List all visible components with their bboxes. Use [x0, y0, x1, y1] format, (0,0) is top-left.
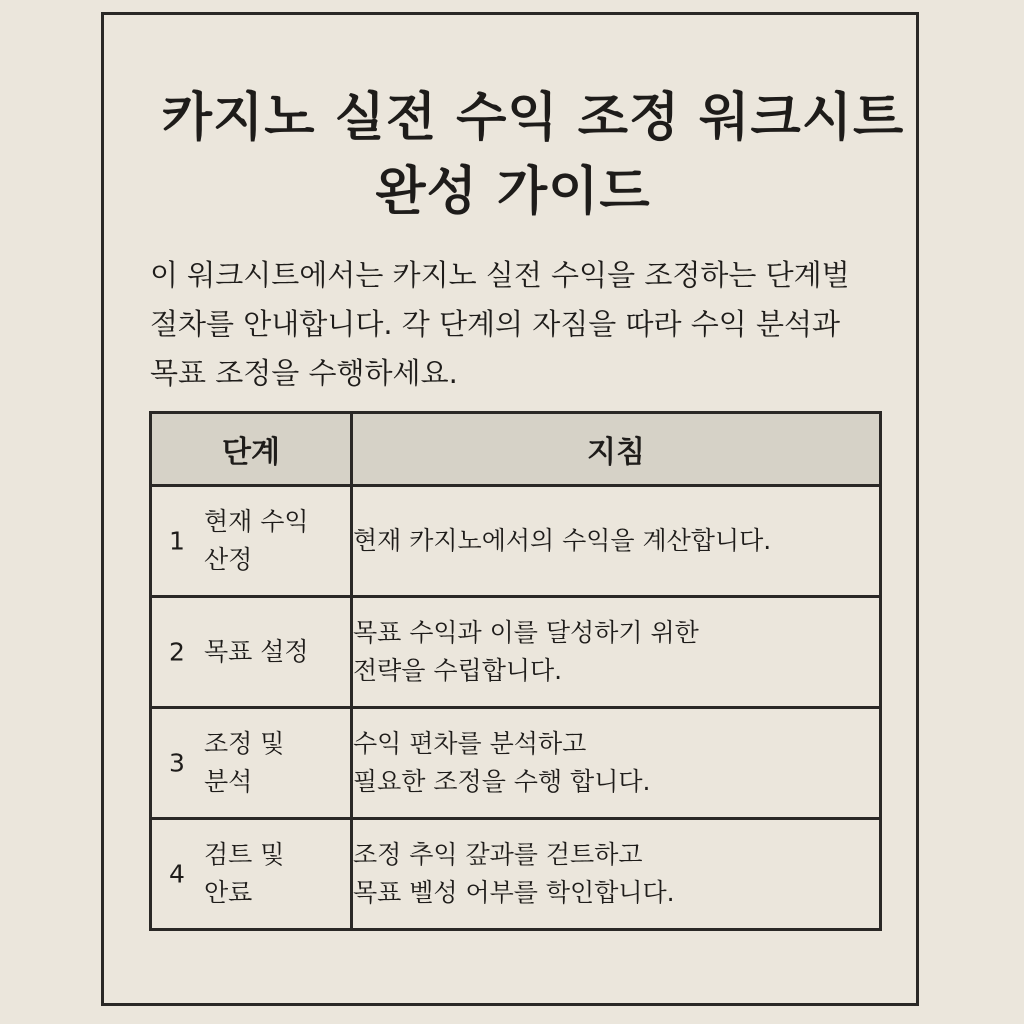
step-name-line-1: 조정 및 [204, 729, 285, 758]
page-title [104, 81, 922, 229]
step-name-line-1: 검트 및 [204, 840, 285, 869]
intro-line-3: 목표 조정을 수행하세요. [150, 356, 458, 390]
step-number: 4 [169, 859, 185, 889]
intro-paragraph [150, 251, 880, 398]
worksheet-frame [101, 12, 919, 1006]
table-row [151, 597, 881, 708]
step-cell [151, 819, 352, 930]
step-cell [151, 486, 352, 597]
table-row [151, 486, 881, 597]
guide-line-1: 조정 추익 갚과를 걷트하고 [353, 840, 643, 869]
step-name [204, 503, 344, 579]
guide-line-1: 현재 카지노에서의 수익을 계산합니다. [353, 526, 772, 555]
title-line-2: 완성 가이드 [375, 162, 651, 222]
step-number: 1 [169, 526, 185, 556]
intro-line-2: 절차를 안내합니다. 각 단계의 자짐을 따라 수익 분석과 [150, 307, 841, 341]
step-name-line-1: 현재 수익 [204, 507, 309, 536]
header-step: 단계 [151, 413, 352, 486]
guide-line-1: 수익 편차를 분석하고 [353, 729, 587, 758]
step-name-line-2: 산정 [204, 545, 253, 574]
table-row [151, 819, 881, 930]
guide-line-2: 전략을 수립합니다. [353, 656, 563, 685]
step-name [204, 725, 344, 801]
guide-line-1: 목표 수익과 이를 달성하기 위한 [353, 618, 699, 647]
step-cell [151, 708, 352, 819]
step-number: 2 [169, 637, 185, 667]
intro-line-1: 이 워크시트에서는 카지노 실전 수익을 조정하는 단계벌 [150, 258, 850, 292]
table-row [151, 708, 881, 819]
guide-cell [352, 819, 881, 930]
step-name [204, 633, 344, 671]
step-cell [151, 597, 352, 708]
guide-line-2: 필요한 조정을 수행 합니다. [353, 767, 651, 796]
table-header-row [151, 413, 881, 486]
steps-table [149, 411, 882, 931]
guide-cell [352, 486, 881, 597]
guide-cell [352, 708, 881, 819]
step-name-line-1: 목표 설정 [204, 637, 309, 666]
guide-line-2: 목표 벨성 어부를 학인합니다. [353, 878, 675, 907]
step-number: 3 [169, 748, 185, 778]
guide-cell [352, 597, 881, 708]
title-line-1: 카지노 실전 수익 조정 워크시트 [161, 88, 905, 148]
step-name-line-2: 안료 [204, 878, 253, 907]
header-guide: 지침 [352, 413, 881, 486]
step-name [204, 836, 344, 912]
step-name-line-2: 분석 [204, 767, 253, 796]
